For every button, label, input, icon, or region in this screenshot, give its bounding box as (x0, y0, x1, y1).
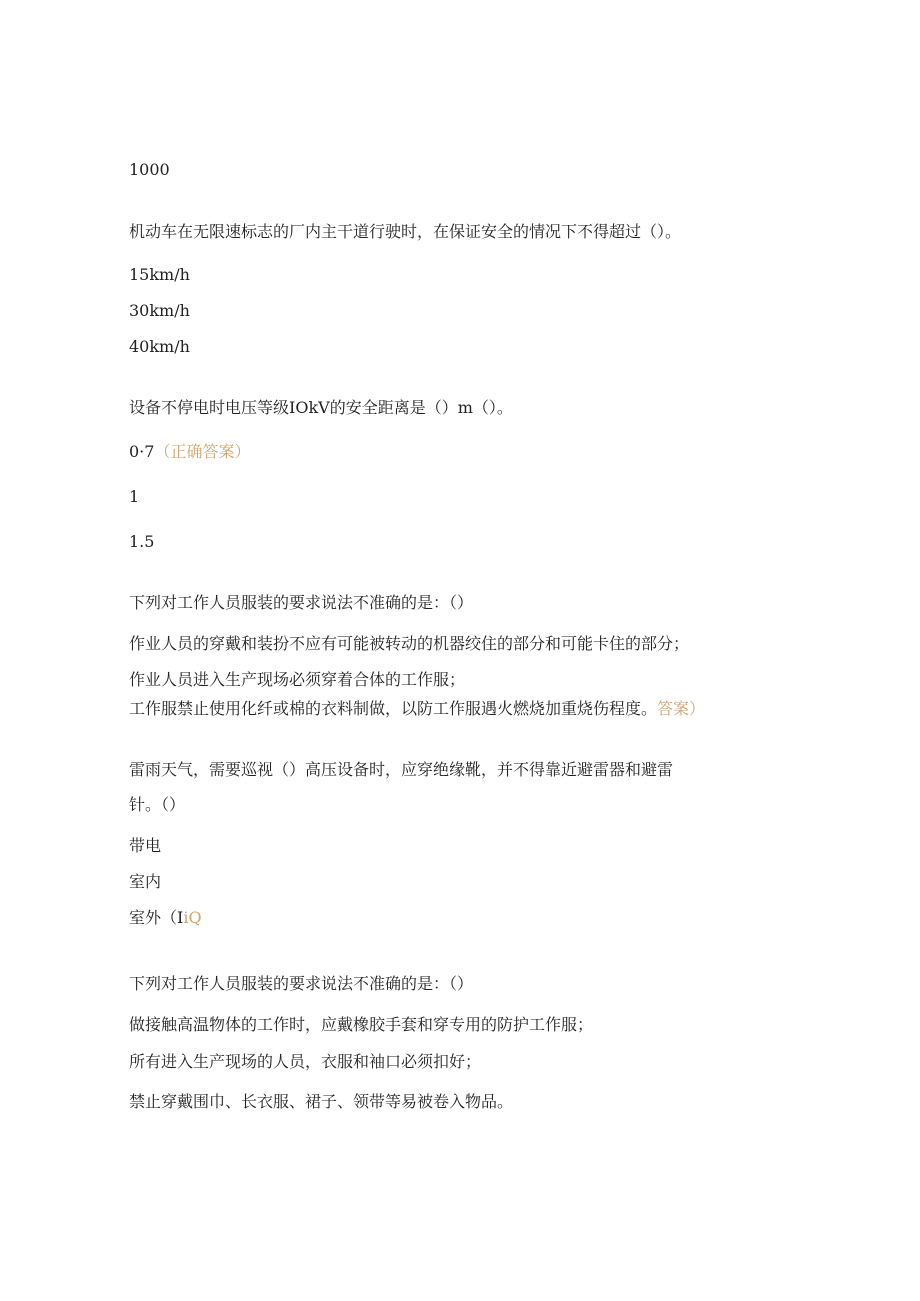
q3-option-2: 作业人员进入生产现场必须穿着合体的工作服； (129, 670, 466, 689)
q5-option-3: 禁止穿戴围巾、长衣服、裙子、领带等易被卷入物品。 (129, 1092, 514, 1111)
q4-option-2: 室内 (129, 872, 162, 891)
q1-option-1: 15km/h (129, 265, 190, 284)
q4-option-3-note: iQ (183, 908, 202, 927)
q5-option-1: 做接触高温物体的工作时，应戴橡胶手套和穿专用的防护工作服； (129, 1015, 594, 1034)
q2-stem: 设备不停电时电压等级IOkV的安全距离是（）m（）。 (129, 398, 513, 417)
q1-option-2: 30km/h (129, 301, 190, 320)
q2-option-1 (129, 442, 250, 462)
q3-option-3 (129, 699, 705, 719)
correct-answer-note: （正确答案） (154, 442, 251, 461)
q5-stem: 下列对工作人员服装的要求说法不准确的是：（） (129, 974, 474, 993)
top-value: 1000 (129, 160, 170, 179)
q5-option-2: 所有进入生产现场的人员，衣服和袖口必须扣好； (129, 1052, 482, 1071)
q4-option-3-text: 室外（I (129, 908, 184, 927)
q2-option-1-text: 0·7 (129, 442, 155, 461)
q4-stem-line-1: 雷雨天气，需要巡视（）高压设备时，应穿绝缘靴，并不得靠近避雷器和避雷 (129, 760, 674, 779)
q4-stem-line-2: 针。（） (129, 795, 186, 814)
q2-option-3: 1.5 (129, 532, 155, 551)
answer-note: 答案） (657, 699, 706, 718)
q1-stem: 机动车在无限速标志的厂内主干道行驶时，在保证安全的情况下不得超过（）。 (129, 222, 682, 241)
q1-option-3: 40km/h (129, 337, 190, 356)
q3-stem: 下列对工作人员服装的要求说法不准确的是：（） (129, 593, 474, 612)
q3-option-3-text: 工作服禁止使用化纤或棉的衣料制做，以防工作服遇火燃烧加重烧伤程度。 (129, 699, 658, 718)
q4-option-3 (129, 908, 202, 928)
q4-option-1: 带电 (129, 836, 162, 855)
q3-option-1: 作业人员的穿戴和装扮不应有可能被转动的机器绞住的部分和可能卡住的部分； (129, 634, 690, 653)
q2-option-2: 1 (129, 487, 140, 506)
